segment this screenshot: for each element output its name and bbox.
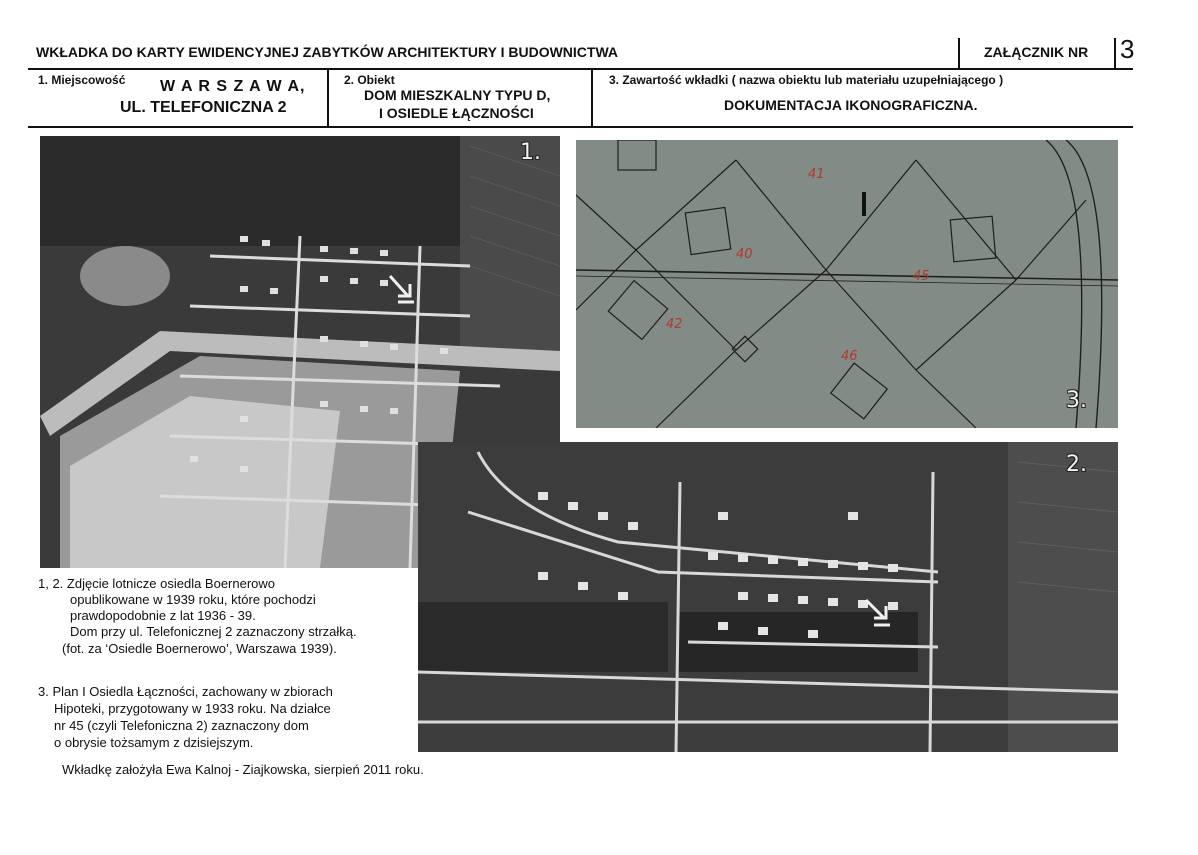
plan-lot-42: 42 xyxy=(666,317,683,332)
header-rule-bottom xyxy=(28,126,1133,128)
caption-photos-line5: (fot. za ‘Osiedle Boernerowo’, Warszawa 1939). xyxy=(62,641,337,656)
caption-photos-line3: prawdopodobnie z lat 1936 - 39. xyxy=(70,608,256,623)
header-divider-vertical xyxy=(958,38,960,70)
author-note: Wkładkę założyła Ewa Kalnoj - Ziajkowska, sierpień 2011 roku. xyxy=(62,762,424,777)
caption-photos-line1: 1, 2. Zdjęcie lotnicze osiedla Boernerowo xyxy=(38,576,276,591)
annex-label: ZAŁĄCZNIK NR xyxy=(984,44,1089,60)
caption-plan-line4: o obrysie tożsamym z dzisiejszym. xyxy=(54,735,254,750)
caption-photos-line4: Dom przy ul. Telefonicznej 2 zaznaczony strzałką. xyxy=(70,624,357,639)
caption-plan-line2: Hipoteki, przygotowany w 1933 roku. Na działce xyxy=(54,701,331,716)
plan-3-label: 3. xyxy=(1066,388,1087,413)
object-label: 2. Obiekt xyxy=(344,73,395,87)
photo-1-label: 1. xyxy=(520,140,541,165)
header-rule-top xyxy=(28,68,1133,70)
locality-address: UL. TELEFONICZNA 2 xyxy=(120,99,287,116)
locality-city: W A R S Z A W A, xyxy=(160,78,306,95)
caption-plan-line3: nr 45 (czyli Telefoniczna 2) zaznaczony dom xyxy=(54,718,309,733)
photo-2-label: 2. xyxy=(1066,452,1087,477)
object-line1: DOM MIESZKALNY TYPU D, xyxy=(364,87,551,103)
plan-lot-41: 41 xyxy=(808,167,825,182)
caption-photos-line2: opublikowane w 1939 roku, które pochodzi xyxy=(70,592,316,607)
field-divider-1 xyxy=(327,70,329,126)
content-value: DOKUMENTACJA IKONOGRAFICZNA. xyxy=(724,97,978,113)
plan-drawing-3 xyxy=(576,140,1118,428)
plan-lot-46: 46 xyxy=(841,349,858,364)
document-title: WKŁADKA DO KARTY EWIDENCYJNEJ ZABYTKÓW ARCHITEKTURY I BUDOWNICTWA xyxy=(36,44,619,60)
locality-label: 1. Miejscowość xyxy=(38,73,126,87)
annex-separator xyxy=(1114,38,1116,70)
plan-lot-45: 45 xyxy=(913,269,930,284)
field-divider-2 xyxy=(591,70,593,126)
object-line2: I OSIEDLE ŁĄCZNOŚCI xyxy=(379,105,534,121)
plan-lot-40: 40 xyxy=(736,247,753,262)
aerial-photo-2 xyxy=(418,442,1118,752)
annex-number: 3 xyxy=(1120,34,1135,64)
content-label: 3. Zawartość wkładki ( nazwa obiektu lub materiału uzupełniającego ) xyxy=(609,73,1004,87)
caption-plan-line1: 3. Plan I Osiedla Łączności, zachowany w zbiorach xyxy=(38,684,333,699)
